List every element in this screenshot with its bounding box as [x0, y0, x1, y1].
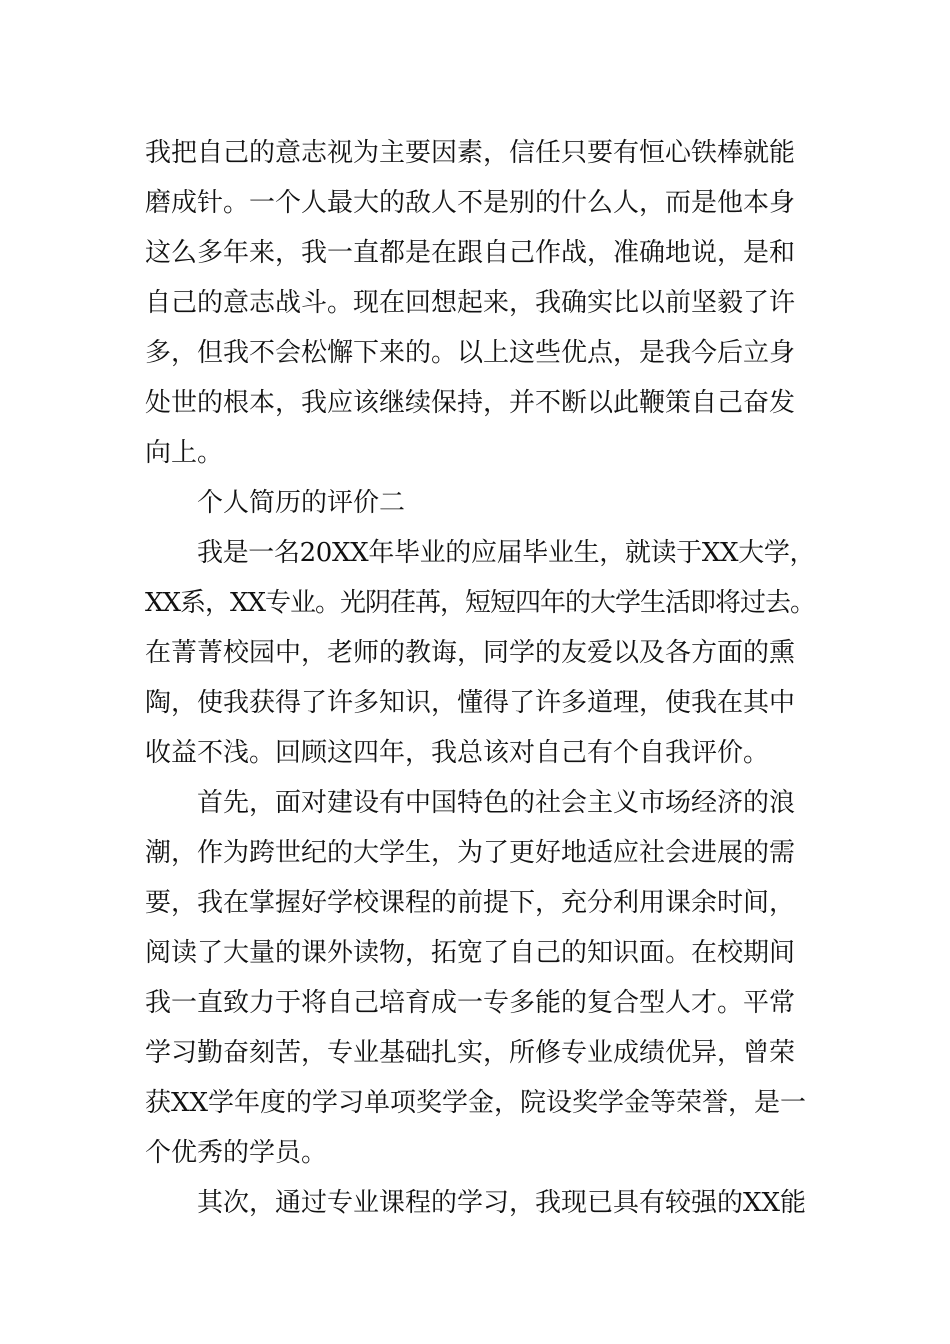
text-line: 陶，使我获得了许多知识，懂得了许多道理，使我在其中 [145, 688, 796, 718]
text-line: 要，我在掌握好学校课程的前提下，充分利用课余时间， [145, 888, 796, 918]
text-line: 其次，通过专业课程的学习，我现已具有较强的XX能 [197, 1188, 807, 1218]
text-line: 潮，作为跨世纪的大学生，为了更好地适应社会进展的需 [145, 838, 796, 868]
text-line: 个人简历的评价二 [197, 488, 406, 518]
text-line: 多，但我不会松懈下来的。以上这些优点，是我今后立身 [145, 338, 796, 368]
text-line: 在菁菁校园中，老师的教诲，同学的友爱以及各方面的熏 [145, 638, 796, 668]
text-line: 获XX学年度的学习单项奖学金，院设奖学金等荣誉，是一 [145, 1088, 807, 1118]
text-line: 这么多年来，我一直都是在跟自己作战，准确地说，是和 [145, 238, 796, 268]
text-line: XX系，XX专业。光阴荏苒，短短四年的大学生活即将过去。 [145, 588, 816, 618]
text-line: 向上。 [145, 438, 224, 468]
text-line: 处世的根本，我应该继续保持，并不断以此鞭策自己奋发 [145, 388, 796, 418]
text-line: 我把自己的意志视为主要因素，信任只要有恒心铁棒就能 [145, 138, 796, 168]
text-line: 我一直致力于将自己培育成一专多能的复合型人才。平常 [145, 988, 796, 1018]
text-line: 我是一名20XX年毕业的应届毕业生，就读于XX大学， [197, 538, 816, 568]
text-line: 学习勤奋刻苦，专业基础扎实，所修专业成绩优异，曾荣 [145, 1038, 796, 1068]
document-body [145, 128, 815, 1228]
text-line: 自己的意志战斗。现在回想起来，我确实比以前坚毅了许 [145, 288, 796, 318]
text-line: 磨成针。一个人最大的敌人不是别的什么人，而是他本身 [145, 188, 796, 218]
text-line: 个优秀的学员。 [145, 1138, 328, 1168]
text-line: 首先，面对建设有中国特色的社会主义市场经济的浪 [197, 788, 796, 818]
text-line: 收益不浅。回顾这四年，我总该对自己有个自我评价。 [145, 738, 770, 768]
text-line: 阅读了大量的课外读物，拓宽了自己的知识面。在校期间 [145, 938, 796, 968]
